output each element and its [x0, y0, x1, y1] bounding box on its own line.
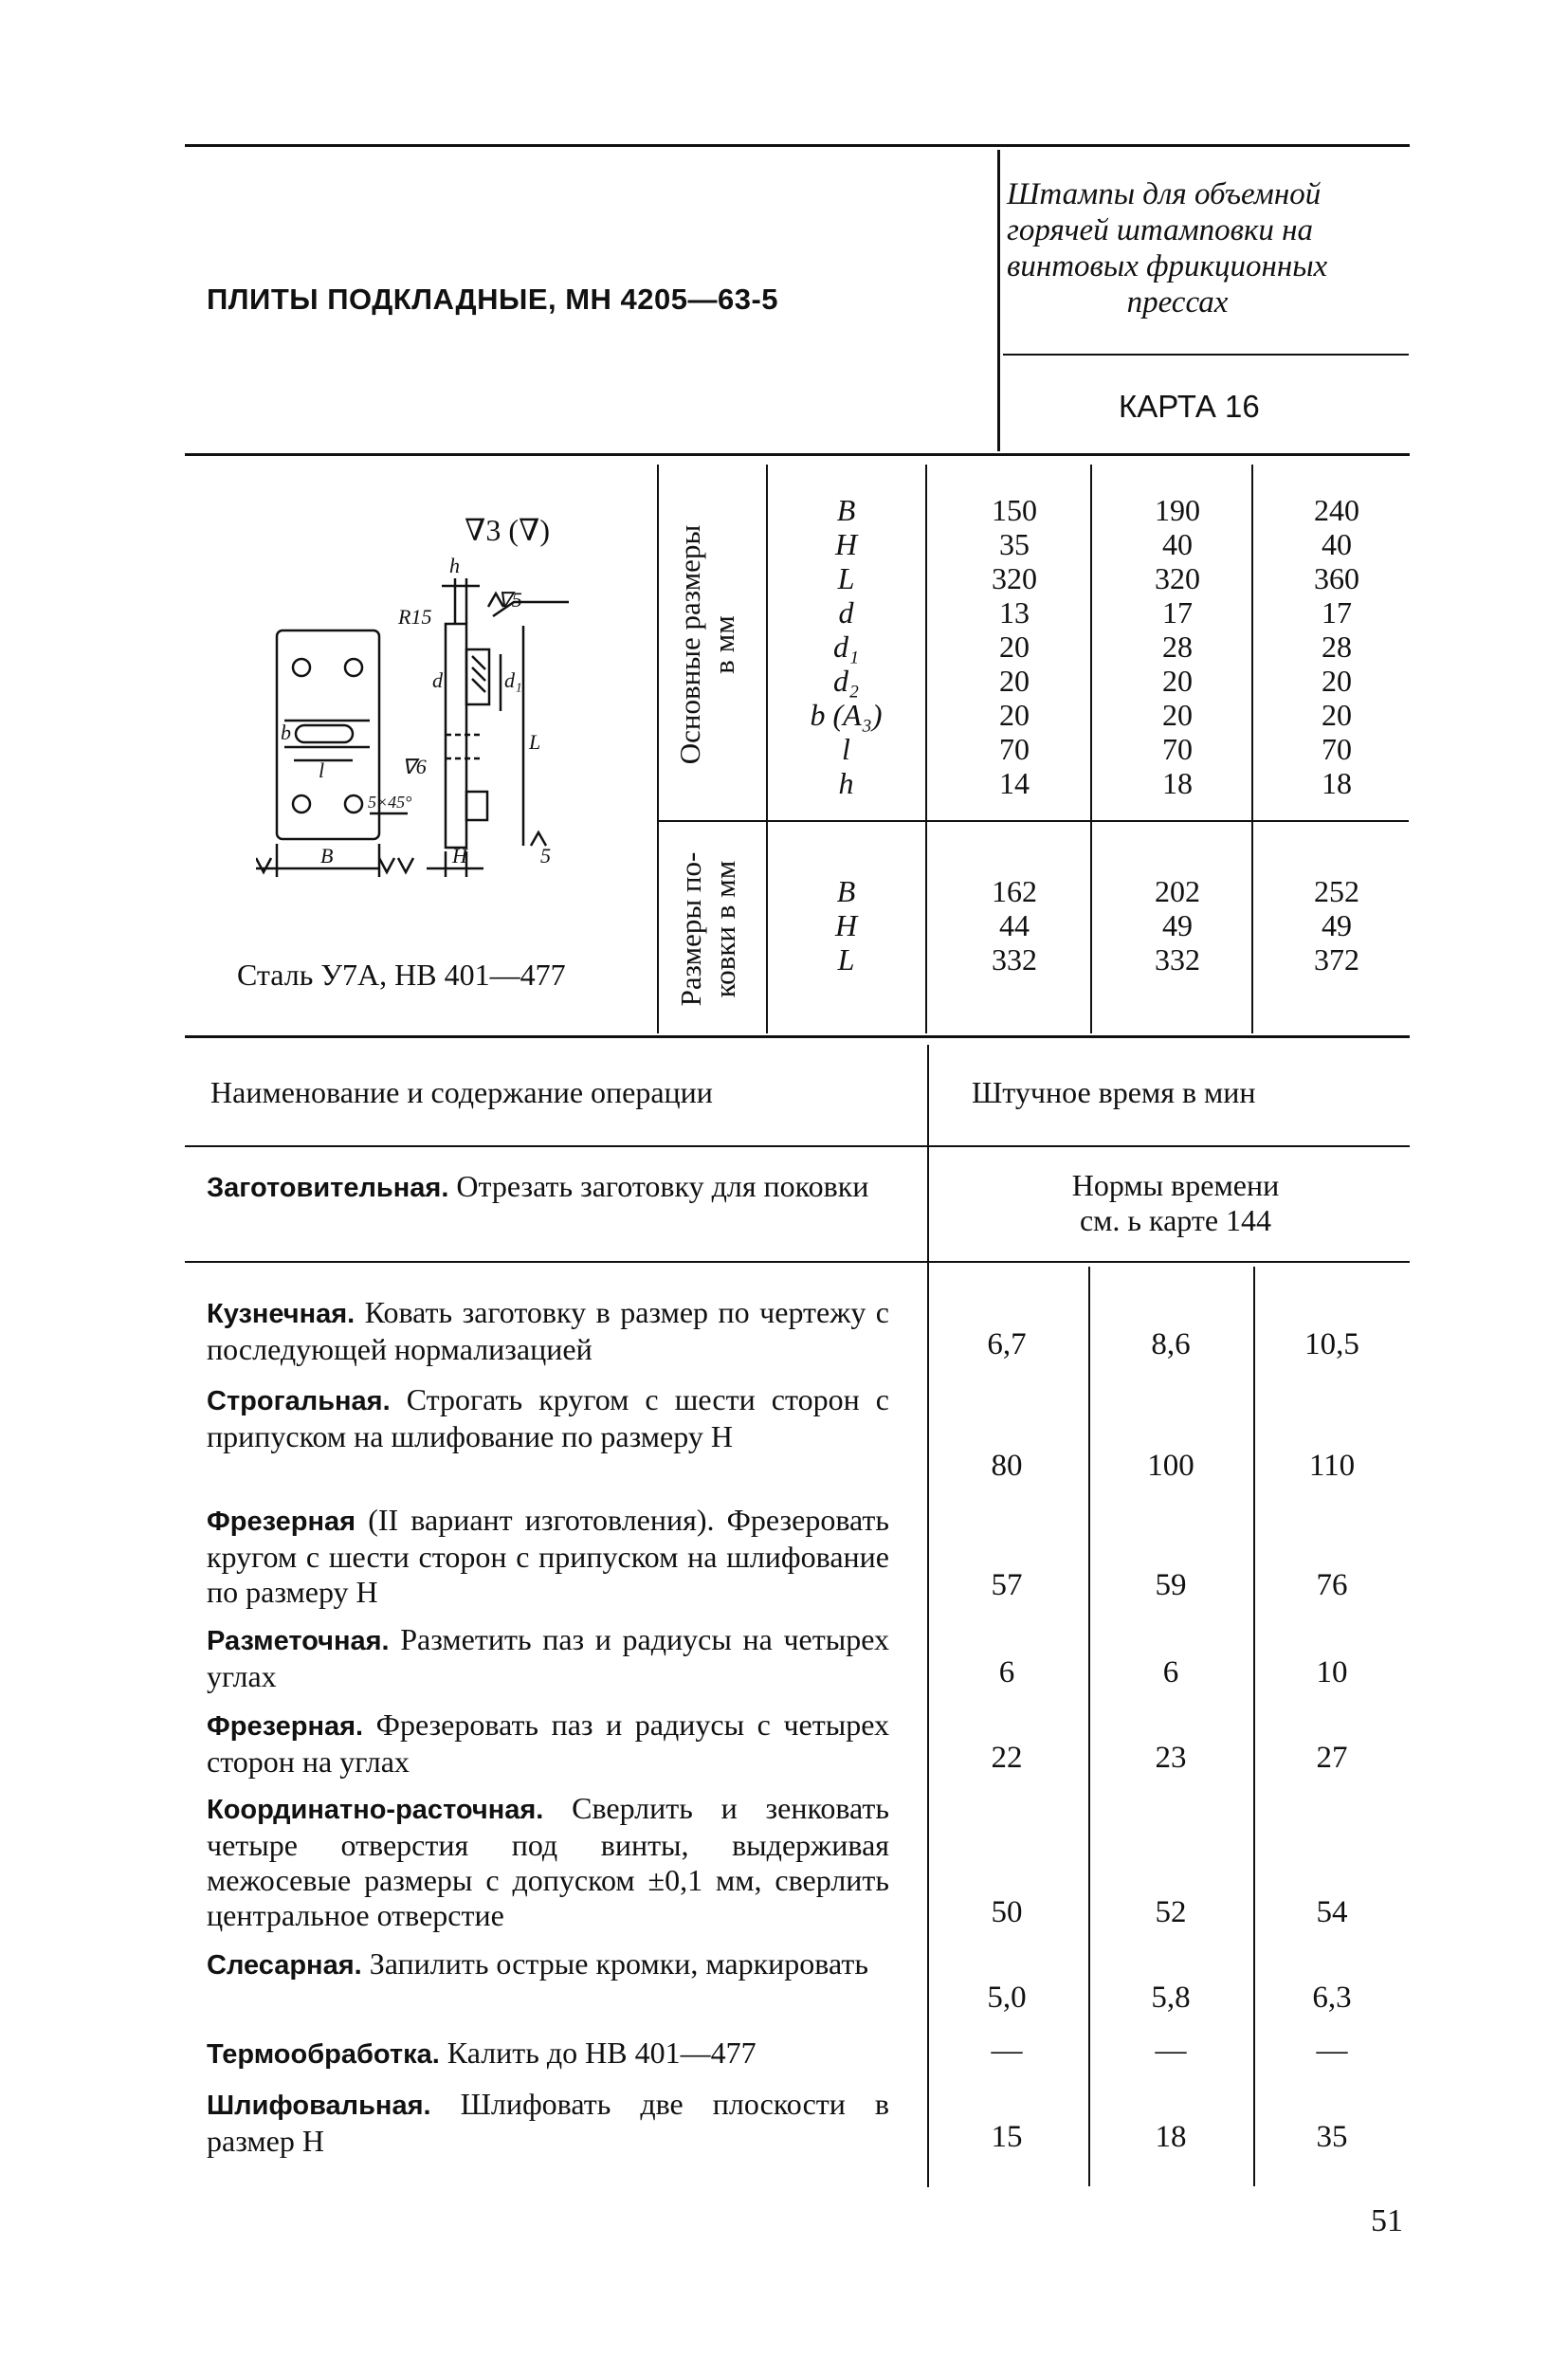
- op-text: Фрезеровать паз и радиусы с четырех сторон на углах: [207, 1707, 889, 1779]
- cell: 320: [992, 561, 1037, 595]
- cell: 240: [1314, 493, 1359, 527]
- hole: [345, 659, 362, 676]
- plate-drawing: [256, 550, 588, 910]
- symbol: d₁: [832, 630, 860, 664]
- time-cell: 10,5: [1304, 1327, 1359, 1361]
- symbol: B: [836, 493, 856, 527]
- op-fitting: [207, 1946, 889, 1983]
- main-col-3: [1270, 493, 1403, 800]
- label-h: h: [449, 554, 460, 577]
- cell: 360: [1314, 561, 1359, 595]
- symbol: d: [838, 595, 854, 630]
- op-name: Шлифовальная.: [207, 2091, 431, 2121]
- op-text: (II вариант изготовления). Фрезеровать кругом с шести сторон с припуском на шлифование по размеру Н: [207, 1503, 889, 1609]
- label-d1: d₁: [504, 668, 522, 692]
- op-text: Сверлить и зенковать четыре отверстия под винты, выдерживая межосевые размеры с допуском ±0,1 мм, сверлить центральное отверстие: [207, 1791, 889, 1932]
- cell: 70: [1162, 732, 1193, 766]
- cell: 40: [1162, 527, 1193, 561]
- time-cell: 23: [1155, 1741, 1187, 1775]
- symbol: B: [836, 874, 856, 908]
- hole: [345, 795, 362, 813]
- ops-divider: [927, 1045, 929, 2187]
- header-divider: [997, 150, 1000, 451]
- time-cell: 57: [991, 1568, 1023, 1602]
- time-cell: 8,6: [1151, 1327, 1191, 1361]
- cell: 49: [1322, 908, 1352, 942]
- forge-col-1: [948, 874, 1081, 977]
- cell: 202: [1155, 874, 1200, 908]
- op-grinding: [207, 2087, 889, 2159]
- op-name: Координатно-расточная.: [207, 1795, 544, 1825]
- time-cell: 18: [1155, 2120, 1187, 2154]
- op-text: Отрезать заготовку для поковки: [448, 1169, 869, 1203]
- time-cell: —: [1316, 2034, 1348, 2068]
- op-text: Калить до НВ 401—477: [439, 2036, 757, 2070]
- cell: 252: [1314, 874, 1359, 908]
- cell: 17: [1322, 595, 1352, 630]
- cell: 28: [1322, 630, 1352, 664]
- label-v6: ∇6: [402, 755, 427, 778]
- label-v5: ∇5: [498, 588, 522, 612]
- cell: 18: [1162, 766, 1193, 800]
- label-l-small: l: [319, 758, 325, 782]
- time-col-divider: [1088, 1267, 1090, 2186]
- symbol: d₂: [832, 664, 860, 698]
- top-rule: [185, 144, 1410, 147]
- cell: 20: [999, 630, 1030, 664]
- symbol: H: [834, 908, 858, 942]
- label-five: 5: [540, 844, 551, 867]
- cell: 162: [992, 874, 1037, 908]
- op-forging: [207, 1295, 889, 1367]
- ops-header-left: Наименование и содержание операции: [210, 1075, 713, 1109]
- op-boring: [207, 1791, 889, 1933]
- cell: 332: [992, 942, 1037, 977]
- roughness-symbol: ∇3 (∇): [465, 513, 550, 547]
- dims-label-border: [766, 465, 768, 1033]
- label-h-dim: H: [452, 844, 467, 867]
- op-name: Кузнечная.: [207, 1299, 356, 1329]
- cell: 49: [1162, 908, 1193, 942]
- time-cell: 59: [1155, 1568, 1187, 1602]
- symbol: l: [842, 732, 850, 766]
- dims-split-rule: [657, 820, 1409, 822]
- main-dims-label-line: Основные размеры: [673, 524, 706, 765]
- time-cell: 15: [991, 2120, 1023, 2154]
- header-subtitle: [1007, 176, 1424, 320]
- dims-col-border: [1090, 465, 1092, 1033]
- op-name: Фрезерная: [207, 1507, 356, 1537]
- cell: 35: [999, 527, 1030, 561]
- time-cell: 22: [991, 1741, 1023, 1775]
- time-cell: 80: [991, 1449, 1023, 1483]
- cell: 20: [1322, 664, 1352, 698]
- subtitle-line: винтовых фрикционных: [1007, 249, 1328, 283]
- section-rule: [185, 453, 1410, 456]
- cell: 40: [1322, 527, 1352, 561]
- cell: 20: [1162, 664, 1193, 698]
- cell: 70: [1322, 732, 1352, 766]
- symbol: H: [834, 527, 858, 561]
- label-r15: R15: [398, 605, 432, 629]
- hole: [293, 659, 310, 676]
- op-heat-treatment: [207, 2036, 889, 2073]
- subtitle-line: Штампы для объемной: [1007, 177, 1322, 211]
- time-cell: 6: [1162, 1655, 1179, 1689]
- forge-col-2: [1111, 874, 1244, 977]
- op-planing: [207, 1382, 889, 1454]
- ops-header-right: Штучное время в мин: [972, 1075, 1256, 1109]
- time-cell: 6,3: [1312, 1981, 1352, 2015]
- cell: 17: [1162, 595, 1193, 630]
- time-cell: 50: [991, 1895, 1023, 1929]
- main-col-1: [948, 493, 1081, 800]
- cell: 150: [992, 493, 1037, 527]
- op-name: Фрезерная.: [207, 1711, 364, 1742]
- op-name: Строгальная.: [207, 1386, 391, 1416]
- time-cell: 10: [1316, 1655, 1348, 1689]
- cell: 70: [999, 732, 1030, 766]
- time-cell: 110: [1308, 1449, 1356, 1483]
- op-name: Разметочная.: [207, 1626, 390, 1656]
- time-cell: 6,7: [987, 1327, 1027, 1361]
- time-col-divider: [1253, 1267, 1255, 2186]
- time-cell: 27: [1316, 1741, 1348, 1775]
- page-title: ПЛИТЫ ПОДКЛАДНЫЕ, МН 4205—63-5: [207, 283, 779, 316]
- label-b-small: b: [281, 721, 291, 744]
- ops-top-rule: [185, 1035, 1410, 1038]
- time-cell: 54: [1316, 1895, 1348, 1929]
- symbol: L: [837, 942, 855, 977]
- cell: 190: [1155, 493, 1200, 527]
- norm-line: см. ь карте 144: [1079, 1203, 1272, 1237]
- time-cell: 35: [1316, 2120, 1348, 2154]
- card-number: КАРТА 16: [1119, 389, 1260, 424]
- time-cell: 5,0: [987, 1981, 1027, 2015]
- label-l-dim: L: [529, 730, 541, 754]
- time-cell: 76: [1316, 1568, 1348, 1602]
- label-b: B: [320, 844, 334, 867]
- op-text: Шлифовать две плоскости в размер Н: [207, 2087, 889, 2158]
- time-cell: 52: [1155, 1895, 1187, 1929]
- op-name: Слесарная.: [207, 1950, 362, 1981]
- symbol: b (A₃): [810, 698, 883, 732]
- main-col-2: [1111, 493, 1244, 800]
- page-number: 51: [1371, 2203, 1403, 2238]
- ops-body-rule: [185, 1261, 1410, 1263]
- main-dims-label: [673, 502, 749, 787]
- cell: 28: [1162, 630, 1193, 664]
- time-cell: —: [991, 2034, 1023, 2068]
- time-cell: —: [1155, 2034, 1187, 2068]
- time-cell: 5,8: [1151, 1981, 1191, 2015]
- forge-dims-label-line: Размеры по-: [674, 851, 707, 1007]
- plate-plan-outline: [277, 630, 379, 839]
- cell: 332: [1155, 942, 1200, 977]
- op-milling: [207, 1707, 889, 1780]
- side-step: [466, 649, 489, 704]
- op-name: Термообработка.: [207, 2039, 440, 2070]
- cell: 372: [1314, 942, 1359, 977]
- cell: 20: [999, 698, 1030, 732]
- material-note: Сталь У7А, НВ 401—477: [237, 958, 566, 992]
- cell: 320: [1155, 561, 1200, 595]
- main-symbols: [777, 493, 915, 800]
- subtitle-line: прессах: [1126, 285, 1229, 320]
- prep-norm: [948, 1168, 1403, 1238]
- slot: [296, 725, 353, 742]
- op-text: Запилить острые кромки, маркировать: [361, 1946, 868, 1981]
- cell: 18: [1322, 766, 1352, 800]
- op-marking: [207, 1622, 889, 1694]
- cell: 14: [999, 766, 1030, 800]
- dims-left-border: [657, 465, 659, 1033]
- op-text: Строгать кругом с шести сторон с припуском на шлифование по размеру Н: [207, 1382, 889, 1453]
- prep-operation: [207, 1169, 889, 1206]
- cell: 13: [999, 595, 1030, 630]
- op-text: Разметить паз и радиусы на четырех углах: [207, 1622, 889, 1693]
- op-name: Заготовительная.: [207, 1173, 449, 1203]
- dims-col-border: [1251, 465, 1253, 1033]
- cell: 20: [999, 664, 1030, 698]
- time-cell: 6: [998, 1655, 1015, 1689]
- ops-header-rule: [185, 1145, 1410, 1147]
- cell: 20: [1162, 698, 1193, 732]
- op-text: Ковать заготовку в размер по чертежу с последующей нормализацией: [207, 1295, 889, 1366]
- cell: 44: [999, 908, 1030, 942]
- label-chamfer: 5×45°: [368, 793, 412, 812]
- time-cell: 100: [1147, 1449, 1194, 1483]
- norm-line: Нормы времени: [1071, 1168, 1280, 1202]
- label-d: d: [432, 668, 443, 692]
- forge-dims-label-line: ковки в мм: [708, 860, 741, 998]
- card-rule: [1003, 354, 1409, 356]
- dims-symbol-border: [925, 465, 927, 1033]
- forge-col-3: [1270, 874, 1403, 977]
- subtitle-line: горячей штамповки на: [1007, 213, 1314, 247]
- symbol: h: [838, 766, 854, 800]
- main-dims-label-line: в мм: [707, 615, 740, 674]
- cell: 20: [1322, 698, 1352, 732]
- hole: [293, 795, 310, 813]
- symbol: L: [837, 561, 855, 595]
- forge-dims-label: [674, 811, 750, 1048]
- op-milling-ii: [207, 1503, 889, 1610]
- forge-symbols: [777, 874, 915, 977]
